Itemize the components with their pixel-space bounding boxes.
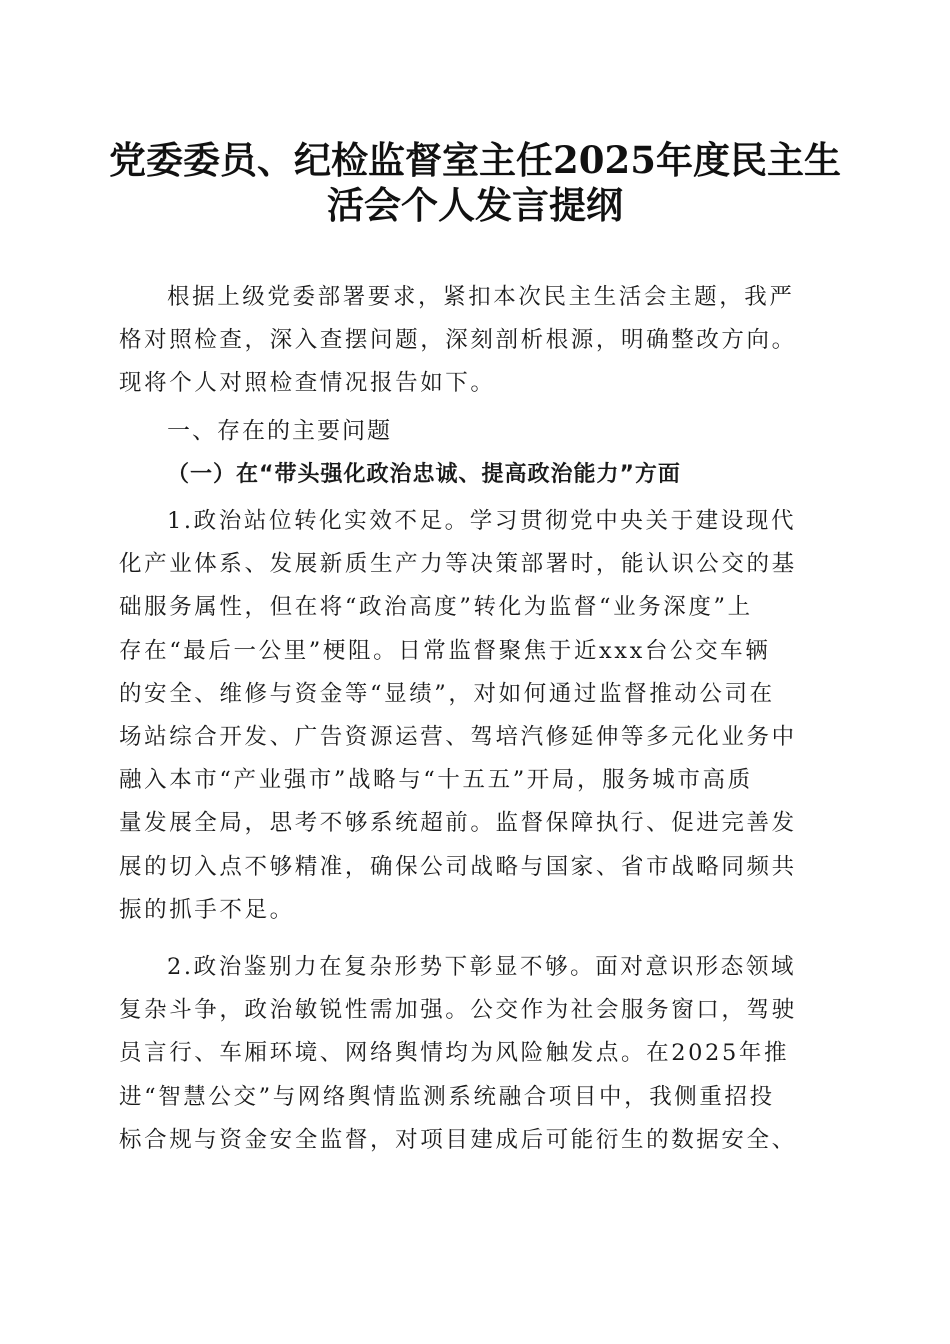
item2-line-5: 标合规与资金安全监督，对项目建成后可能衍生的数据安全、 [119, 1127, 797, 1153]
section-heading: 一、存在的主要问题 [167, 418, 392, 444]
item2-line-2: 复杂斗争，政治敏锐性需加强。公交作为社会服务窗口，驾驶 [119, 997, 797, 1023]
item1-line-4: 存在“最后一公里”梗阻。日常监督聚焦于近xxx台公交车辆 [119, 638, 771, 664]
intro-line-1: 根据上级党委部署要求，紧扣本次民主生活会主题，我严 [167, 284, 795, 310]
item1-line-10: 振的抓手不足。 [119, 897, 295, 923]
item1-line-5: 的安全、维修与资金等“显绩”，对如何通过监督推动公司在 [119, 681, 775, 707]
document-title-line-2: 活会个人发言提纲 [327, 183, 623, 227]
item2-line-3: 员言行、车厢环境、网络舆情均为风险触发点。在2025年推 [119, 1040, 790, 1066]
item1-line-7: 融入本市“产业强市”战略与“十五五”开局，服务城市高质 [119, 767, 753, 793]
item2-line-4: 进“智慧公交”与网络舆情监测系统融合项目中，我侧重招投 [119, 1084, 775, 1110]
item1-line-9: 展的切入点不够精准，确保公司战略与国家、省市战略同频共 [119, 854, 797, 880]
item1-line-2: 化产业体系、发展新质生产力等决策部署时，能认识公交的基 [119, 551, 797, 577]
item1-line-3: 础服务属性，但在将“政治高度”转化为监督“业务深度”上 [119, 594, 753, 620]
intro-line-2: 格对照检查，深入查摆问题，深刻剖析根源，明确整改方向。 [119, 327, 797, 353]
item1-line-1: 1.政治站位转化实效不足。学习贯彻党中央关于建设现代 [167, 508, 797, 534]
intro-line-3: 现将个人对照检查情况报告如下。 [119, 370, 496, 396]
item1-line-8: 量发展全局，思考不够系统超前。监督保障执行、促进完善发 [119, 810, 797, 836]
item1-line-6: 场站综合开发、广告资源运营、驾培汽修延伸等多元化业务中 [119, 724, 797, 750]
subsection-heading: （一）在“带头强化政治忠诚、提高政治能力”方面 [167, 462, 681, 487]
document-title-line-1: 党委委员、纪检监督室主任2025年度民主生 [109, 138, 841, 182]
item2-line-1: 2.政治鉴别力在复杂形势下彰显不够。面对意识形态领域 [167, 954, 797, 980]
